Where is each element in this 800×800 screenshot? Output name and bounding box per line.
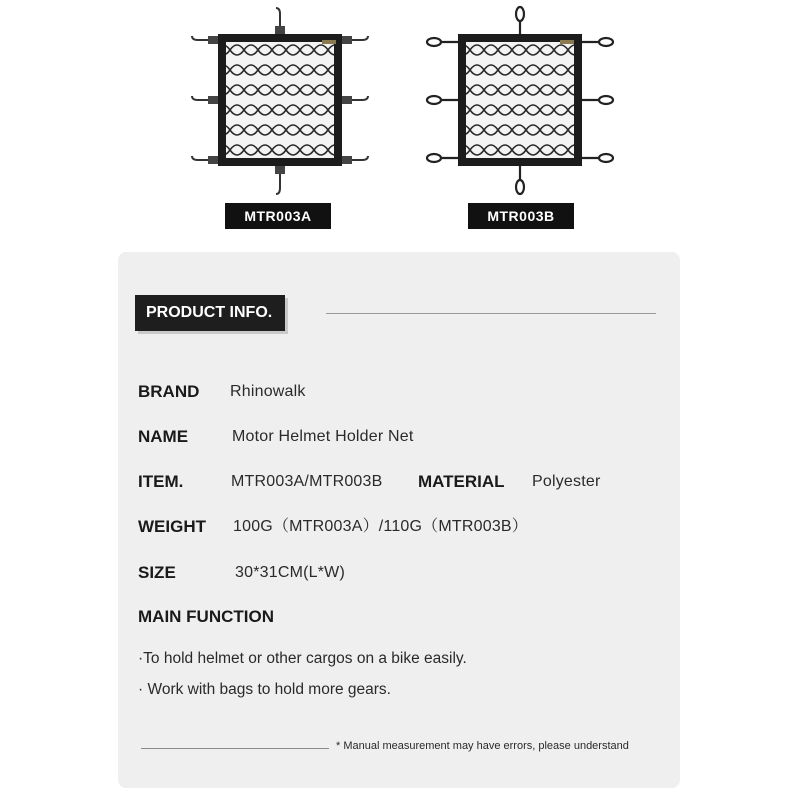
- main-function-label: MAIN FUNCTION: [138, 607, 274, 626]
- header-divider: [326, 313, 656, 314]
- weight-value: 100G（MTR003A）/110G（MTR003B）: [233, 518, 528, 535]
- footer-note: * Manual measurement may have errors, please understand: [336, 740, 629, 752]
- weight-label: WEIGHT: [138, 517, 206, 536]
- footer-divider: [141, 748, 329, 749]
- size-value: 30*31CM(L*W): [235, 564, 345, 581]
- name-label: NAME: [138, 427, 189, 446]
- brand-value: Rhinowalk: [230, 383, 306, 400]
- brand-label: BRAND: [138, 382, 200, 401]
- name-value: Motor Helmet Holder Net: [232, 428, 414, 445]
- model-label-a: MTR003A: [225, 203, 331, 229]
- item-value: MTR003A/MTR003B: [231, 473, 383, 490]
- item-label: ITEM.: [138, 472, 184, 491]
- material-label: MATERIAL: [418, 472, 505, 491]
- model-label-b: MTR003B: [468, 203, 574, 229]
- function-item-2: · Work with bags to hold more gears.: [138, 681, 391, 698]
- size-label: SIZE: [138, 563, 176, 582]
- product-info-panel: [118, 252, 680, 788]
- function-item-1: ·To hold helmet or other cargos on a bike easily.: [138, 650, 467, 667]
- material-value: Polyester: [532, 473, 601, 490]
- section-title: PRODUCT INFO.: [135, 295, 285, 331]
